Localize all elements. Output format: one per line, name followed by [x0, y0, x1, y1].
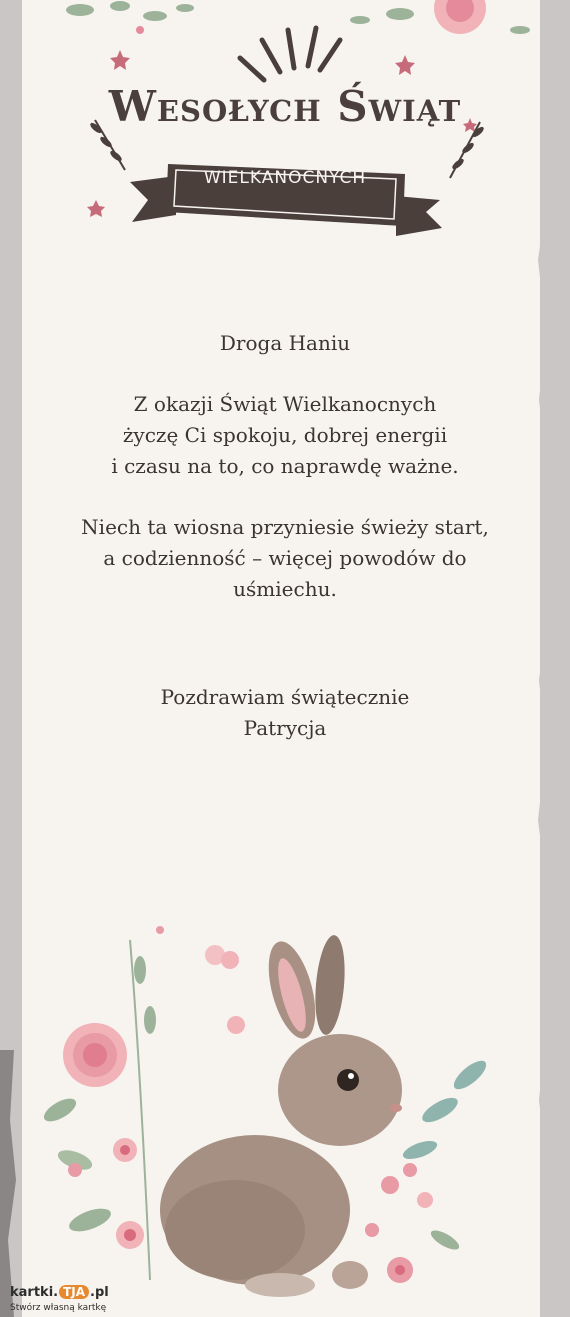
message-line: życzę Ci spokoju, dobrej energii: [122, 423, 448, 447]
card-title: Wesołych Świąt: [108, 82, 462, 131]
message-line: uśmiechu.: [233, 577, 337, 601]
logo-mark: TJA: [59, 1285, 89, 1299]
message-line: a codzienność – więcej powodów do: [103, 546, 467, 570]
flower-top-right: [350, 0, 530, 34]
logo-prefix: kartki.: [10, 1285, 59, 1300]
title-rays: [240, 28, 340, 80]
message-line: i czasu na to, co naprawdę ważne.: [111, 454, 459, 478]
message-greeting: Droga Haniu: [219, 331, 351, 355]
greeting-message: [40, 328, 530, 744]
message-line: Z okazji Świąt Wielkanocnych: [133, 392, 437, 416]
card-subtitle: WIELKANOCNYCH: [203, 168, 367, 188]
bottom-illustration: [0, 900, 570, 1317]
bunny-illustration: [160, 934, 402, 1297]
message-closing: Pozdrawiam świątecznie: [160, 685, 410, 709]
brand-logo[interactable]: [10, 1285, 109, 1300]
leaf-spray-top-left: [66, 1, 194, 34]
logo-suffix: .pl: [90, 1285, 109, 1300]
message-line: Niech ta wiosna przyniesie świeży start,: [81, 515, 489, 539]
logo-tagline: Stwórz własną kartkę: [10, 1303, 107, 1313]
message-signature: Patrycja: [243, 716, 327, 740]
